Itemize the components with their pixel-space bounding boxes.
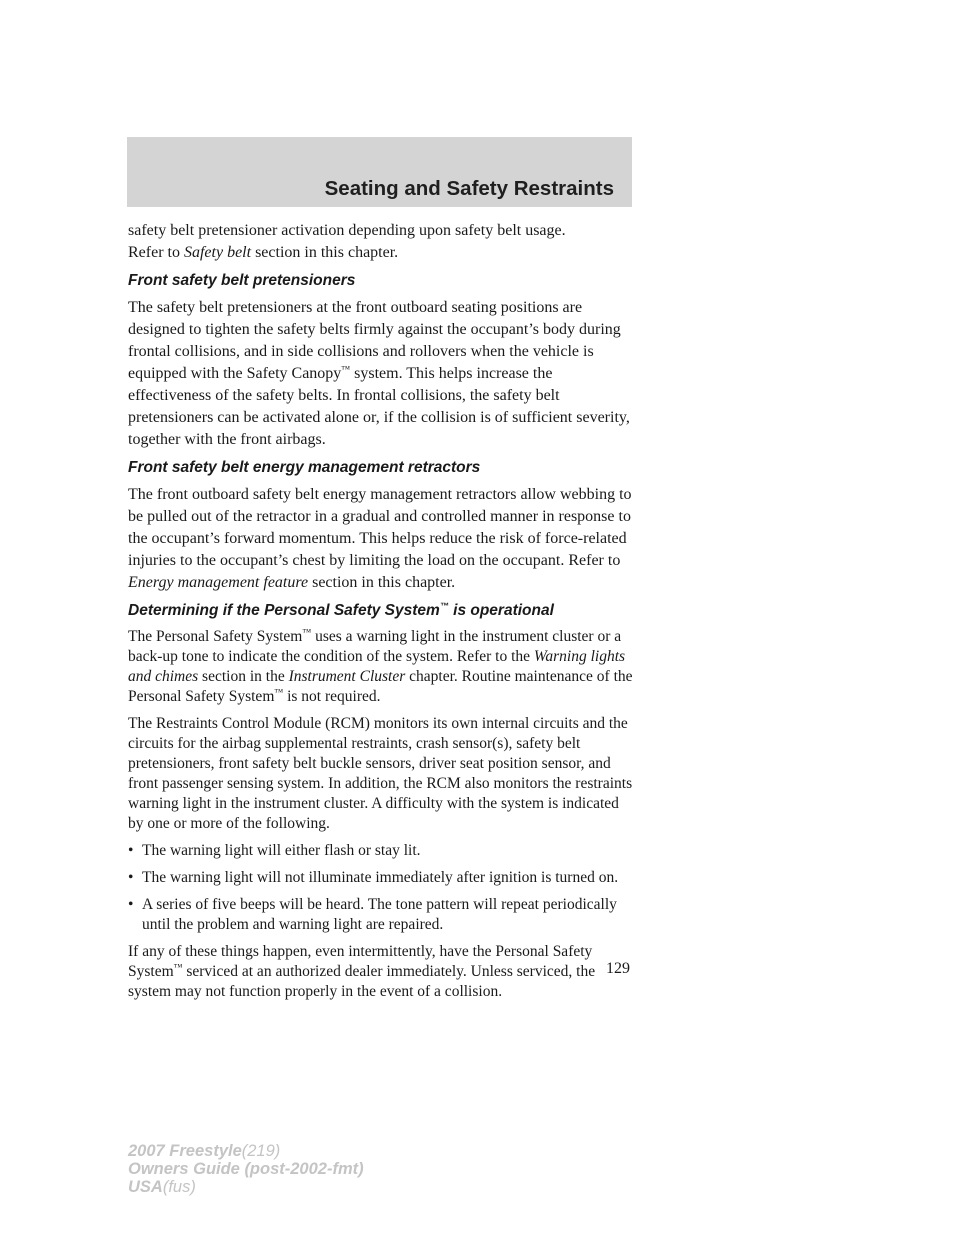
- trademark-symbol: ™: [302, 627, 312, 637]
- page-content: [128, 220, 633, 1009]
- bullet-icon: •: [128, 869, 134, 886]
- instrument-cluster-reference: Instrument Cluster: [288, 668, 406, 685]
- footer-imprint: 2007 Freestyle(219) Owners Guide (post-2002-fmt) USA(fus): [128, 1142, 364, 1196]
- operational-paragraph-2: The Restraints Control Module (RCM) monitors its own internal circuits and the circuits for the airbag supplemental restraints, crash sensor(s), safety belt pretensioners, front safety belt buckle sensors, driver seat position sensor, and front passenger sensing system. In addition, the RCM also monitors the restraints warning light in the instrument cluster. A difficulty with the system is indicated by one or more of the following.: [128, 715, 633, 832]
- section-heading-pretensioners: Front safety belt pretensioners: [128, 272, 356, 289]
- list-item: • The warning light will not illuminate immediately after ignition is turned on.: [128, 869, 619, 886]
- operational-paragraph-3: If any of these things happen, even intermittently, have the Personal Safety System™ serviced at an authorized dealer immediately. Unless serviced, the system may not function properly in the event of a collision.: [128, 943, 596, 1000]
- energy-management-reference: Energy management feature: [128, 574, 309, 591]
- warning-lights-reference: Warning lights and chimes: [128, 648, 626, 685]
- trademark-symbol: ™: [439, 601, 449, 611]
- bullet-icon: •: [128, 842, 134, 859]
- symptom-list: [128, 841, 633, 935]
- list-item: • A series of five beeps will be heard. The tone pattern will repeat periodically until the problem and warning light are repaired.: [128, 896, 617, 933]
- trademark-symbol: ™: [274, 687, 284, 697]
- intro-paragraph: safety belt pretensioner activation depending upon safety belt usage. Refer to Safety belt section in this chapter.: [128, 222, 566, 261]
- section-heading-operational: Determining if the Personal Safety System™ is operational: [128, 601, 554, 619]
- section-heading-retractors: Front safety belt energy management retractors: [128, 459, 481, 476]
- retractors-paragraph: The front outboard safety belt energy management retractors allow webbing to be pulled out of the retractor in a gradual and controlled manner in response to the occupant’s forward momentum. This helps reduce the risk of force-related injuries to the occupant’s chest by limiting the load on the occupant. Refer to Energy management feature section in this chapter.: [128, 486, 632, 591]
- operational-paragraph-1: The Personal Safety System™ uses a warning light in the instrument cluster or a back-up tone to indicate the condition of the system. Refer to the Warning lights and chimes section in the Instrument Cluster chapter. Routine maintenance of the Personal Safety System™ is not required.: [128, 627, 633, 705]
- trademark-symbol: ™: [173, 962, 183, 972]
- list-item: • The warning light will either flash or stay lit.: [128, 842, 421, 859]
- chapter-header-band: [127, 137, 632, 207]
- trademark-symbol: ™: [341, 364, 351, 374]
- safety-belt-reference: Safety belt: [183, 244, 252, 261]
- page-number: 129: [606, 960, 630, 977]
- chapter-title: Seating and Safety Restraints: [324, 177, 614, 200]
- bullet-icon: •: [128, 896, 134, 913]
- pretensioners-paragraph: The safety belt pretensioners at the front outboard seating positions are designed to tighten the safety belts firmly against the occupant’s body during frontal collisions, and in side collisions and rollovers when the vehicle is equipped with the Safety Canopy™ system. This helps increase the effectiveness of the safety belts. In frontal collisions, the safety belt pretensioners can be activated alone or, if the collision is of sufficient severity, together with the front airbags.: [128, 299, 630, 448]
